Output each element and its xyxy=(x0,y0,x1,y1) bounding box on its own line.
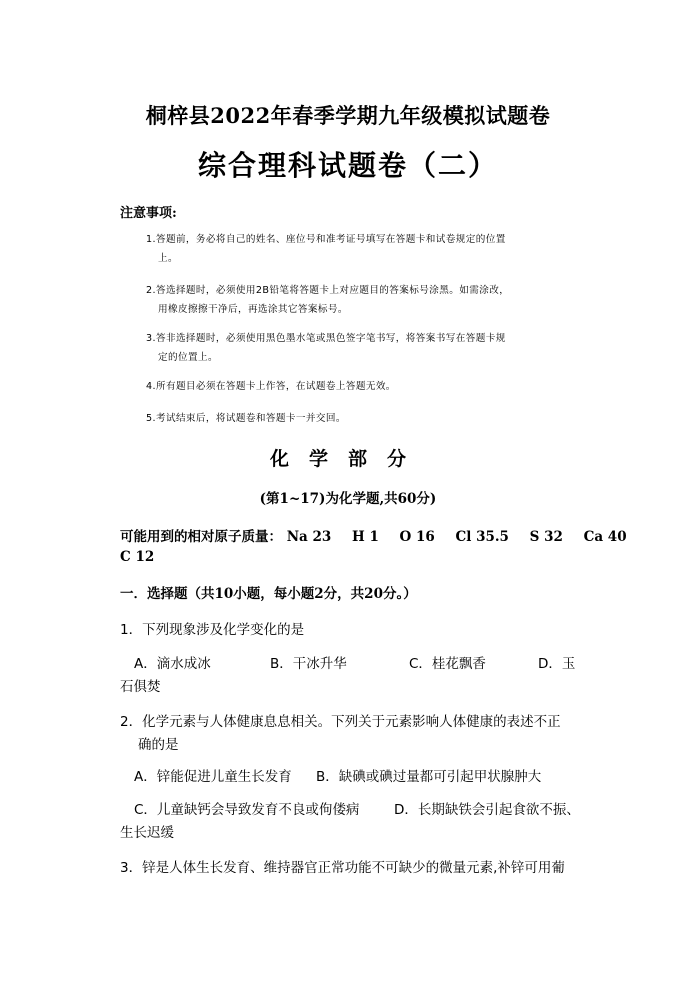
notice-item-2 xyxy=(146,281,586,319)
question-1-option-d-wrap: 石俱焚 xyxy=(120,679,161,695)
section-subheading: (第1~17)为化学题,共60分) xyxy=(259,491,437,507)
question-2-option-d-wrap: 生长迟缓 xyxy=(120,825,174,841)
question-1-option-b: B．干冰升华 xyxy=(270,656,347,672)
notice-item-3-line1: 3.答非选择题时，必须使用黑色墨水笔或黑色签字笔书写，将答案书写在答题卡规 xyxy=(146,333,506,344)
section-heading: 化学部分 xyxy=(269,448,426,470)
atomic-mass-item: H 1 xyxy=(351,529,379,545)
notice-item-4 xyxy=(146,377,586,396)
atomic-mass-item: Na 23 xyxy=(286,529,332,545)
question-3-stem: 3．锌是人体生长发育、维持器官正常功能不可缺少的微量元素,补锌可用葡 xyxy=(120,860,565,876)
question-1-option-d: D．玉 xyxy=(538,656,576,672)
question-2-stem-cont: 确的是 xyxy=(138,737,179,753)
notice-item-1-line1: 1.答题前，务必将自己的姓名、座位号和准考证号填写在答题卡和试卷规定的位置 xyxy=(146,234,506,245)
exam-title: 桐梓县2022年春季学期九年级模拟试题卷 xyxy=(145,103,551,128)
notice-item-1 xyxy=(146,230,586,268)
atomic-mass-label: 可能用到的相对原子质量： xyxy=(120,529,282,545)
notice-item-5-line1: 5.考试结束后，将试题卷和答题卡一并交回。 xyxy=(146,413,346,424)
atomic-mass-item: S 32 xyxy=(529,529,563,545)
notice-item-2-line2: 用橡皮擦擦干净后，再选涂其它答案标号。 xyxy=(158,304,348,315)
question-2-option-b: B．缺碘或碘过量都可引起甲状腺肿大 xyxy=(316,769,542,785)
question-1-option-c: C．桂花飘香 xyxy=(409,656,486,672)
question-2-stem: 2．化学元素与人体健康息息相关。下列关于元素影响人体健康的表述不正 xyxy=(120,714,561,730)
question-2-option-c: C．儿童缺钙会导致发育不良或佝偻病 xyxy=(134,802,360,818)
atomic-mass-overflow: C 12 xyxy=(120,549,155,565)
question-2-option-d: D．长期缺铁会引起食欲不振、 xyxy=(394,802,580,818)
notice-item-1-line2: 上。 xyxy=(158,253,178,264)
atomic-mass-line xyxy=(120,525,627,545)
notice-item-3 xyxy=(146,329,586,367)
question-1-stem: 1．下列现象涉及化学变化的是 xyxy=(120,622,305,638)
question-1-option-a: A．滴水成冰 xyxy=(134,656,211,672)
atomic-mass-item: Cl 35.5 xyxy=(455,529,509,545)
notice-item-5 xyxy=(146,409,586,428)
notice-title: 注意事项: xyxy=(120,206,177,221)
atomic-mass-item: Ca 40 xyxy=(583,529,627,545)
atomic-mass-item: O 16 xyxy=(399,529,435,545)
notice-item-4-line1: 4.所有题目必须在答题卡上作答，在试题卷上答题无效。 xyxy=(146,381,396,392)
exam-subtitle: 综合理科试题卷（二） xyxy=(197,149,498,182)
part-title: 一．选择题（共10小题，每小题2分，共20分。） xyxy=(120,586,417,602)
notice-item-2-line1: 2.答选择题时，必须使用2B铅笔将答题卡上对应题目的答案标号涂黑。如需涂改， xyxy=(146,285,510,296)
notice-item-3-line2: 定的位置上。 xyxy=(158,352,218,363)
question-2-option-a: A．锌能促进儿童生长发育 xyxy=(134,769,292,785)
